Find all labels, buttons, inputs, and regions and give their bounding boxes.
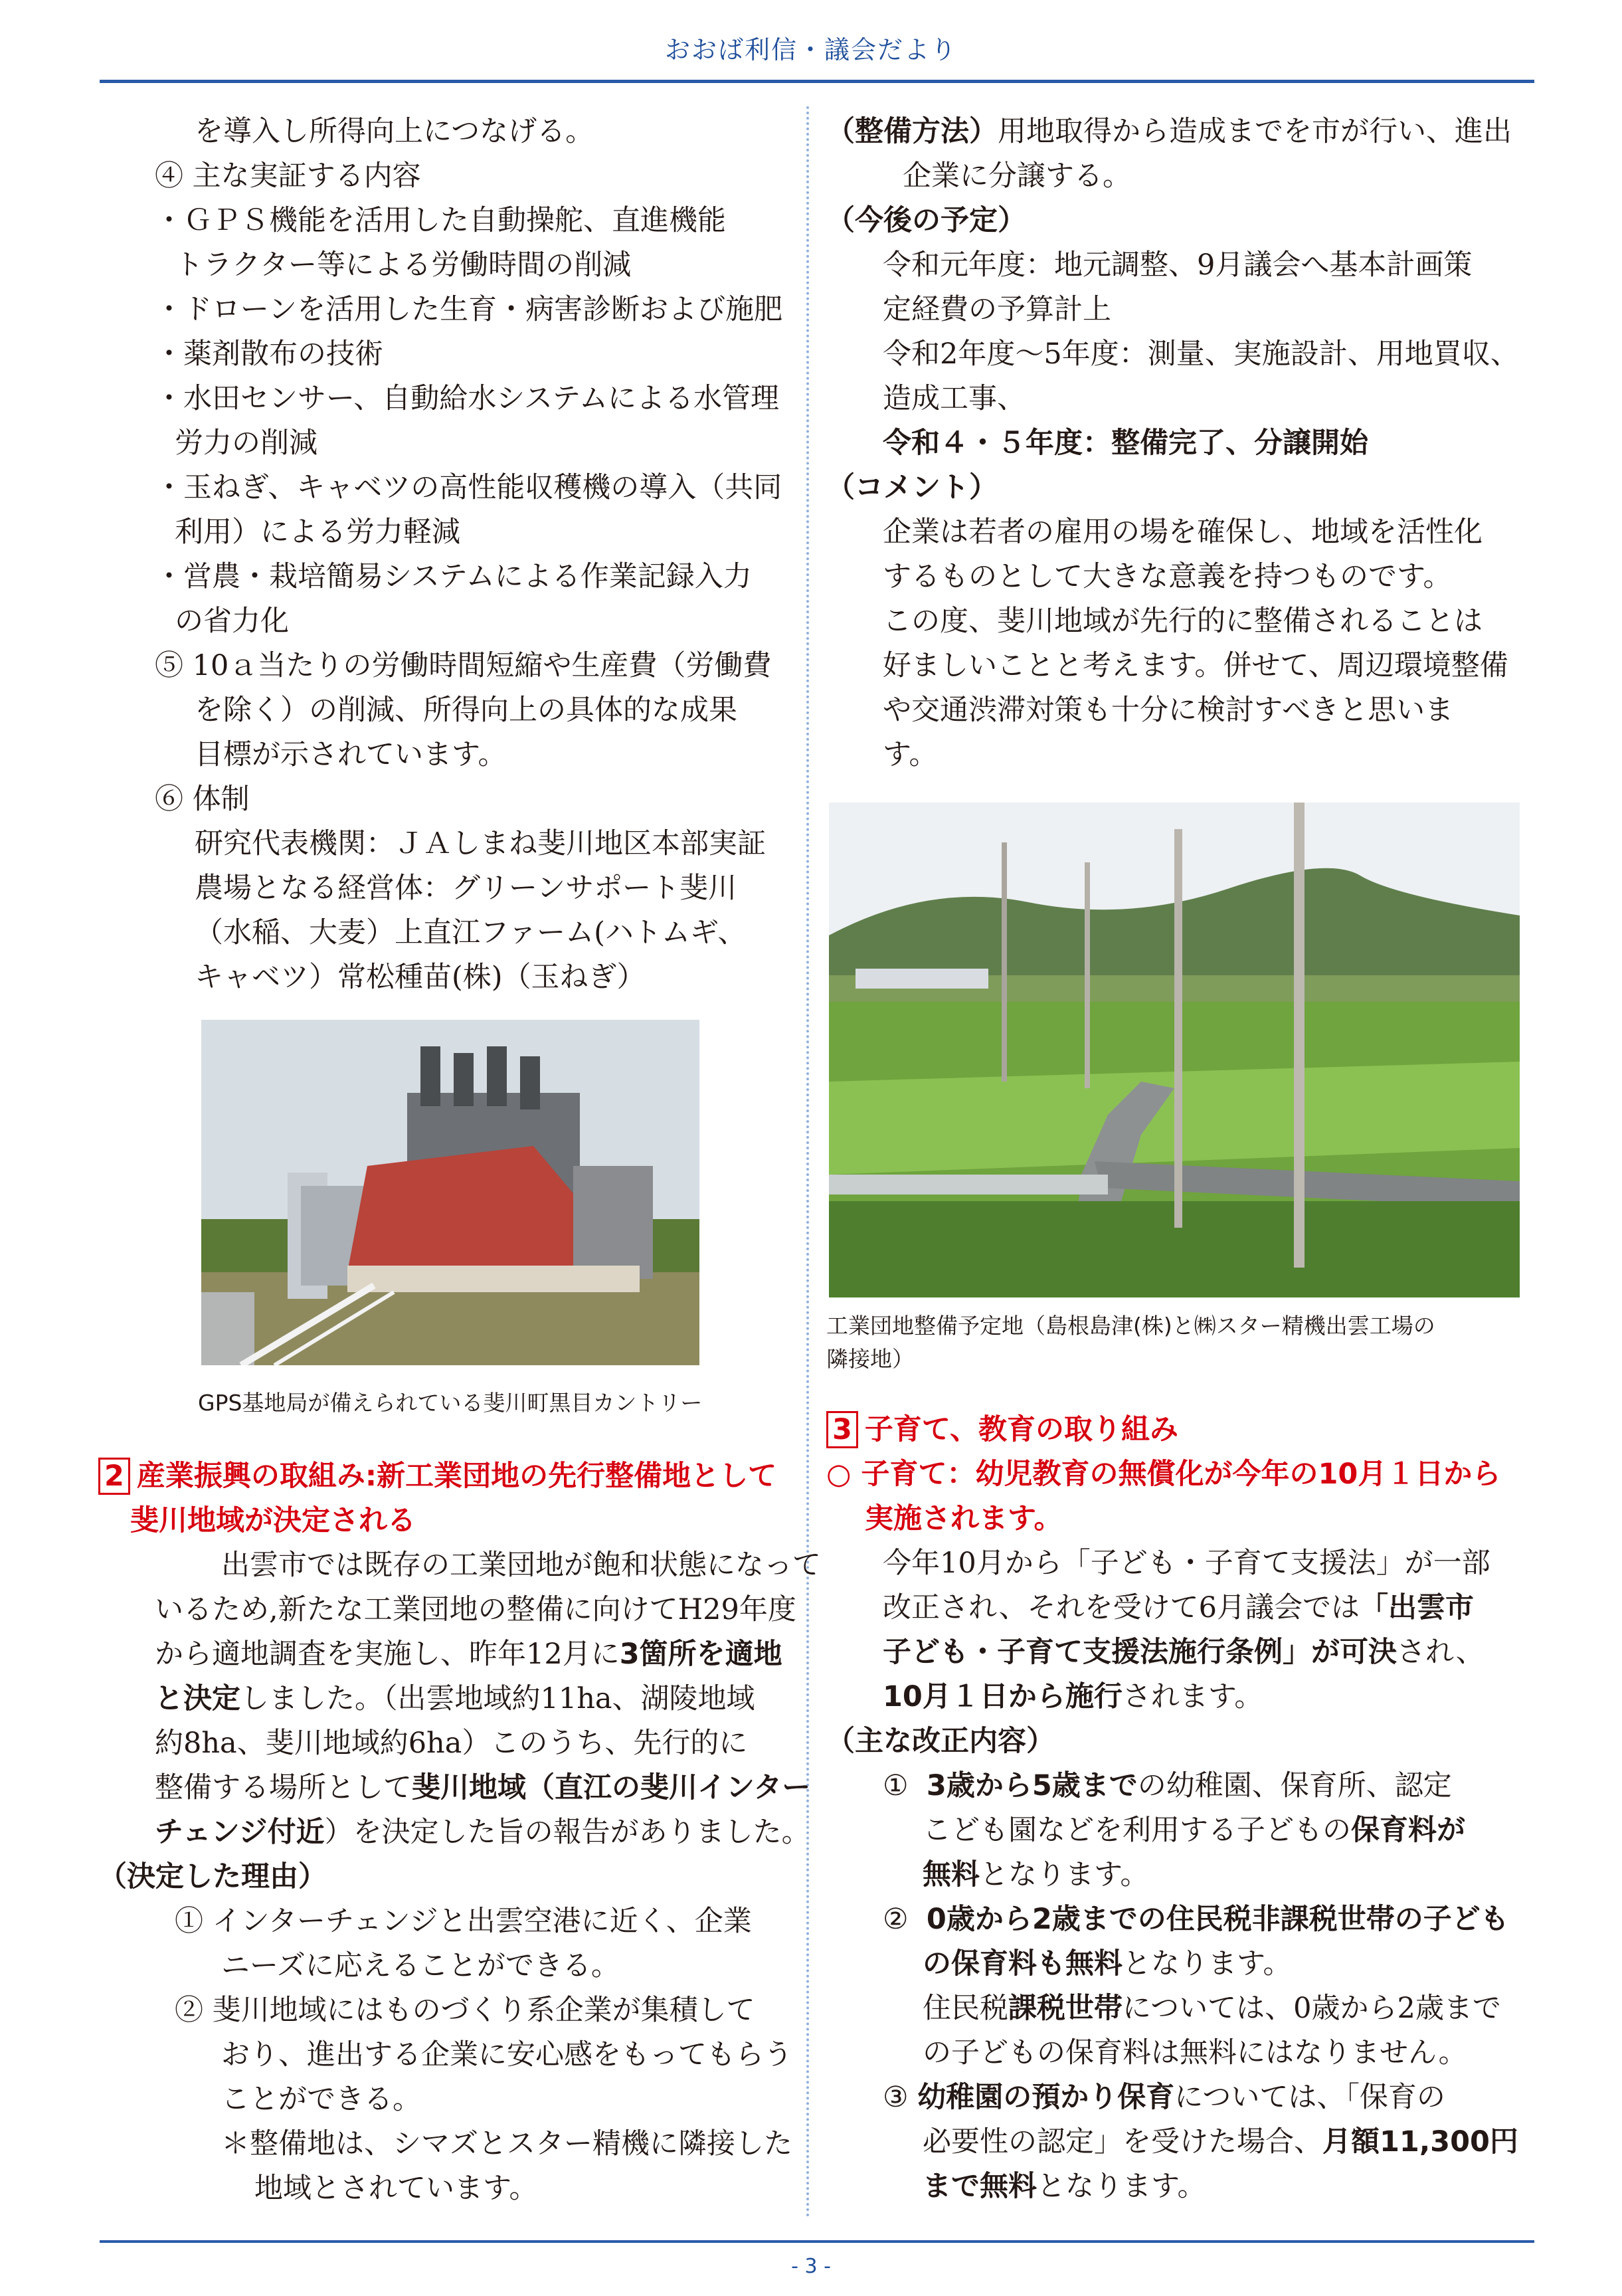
list-line: 農場となる経営体：グリーンサポート斐川 <box>195 872 737 905</box>
reason-line: おり、進出する企業に安心感をもってもらう <box>221 2038 792 2071</box>
list-line: トラクター等による労働時間の削減 <box>175 248 632 282</box>
emphasis: 0歳から2歳までの住民税非課税世帯の子ども <box>926 1903 1509 1936</box>
body-line: 整備する場所として斐川地域（直江の斐川インター <box>155 1771 811 1804</box>
body-line: 約8ha、斐川地域約6ha）このうち、先行的に <box>155 1727 748 1760</box>
emphasis: 斐川地域（直江の斐川インター <box>412 1771 811 1804</box>
emphasis: 「出雲市 <box>1359 1591 1474 1624</box>
section-number-badge: 3 <box>826 1411 858 1448</box>
reason-line: ことができる。 <box>221 2083 421 2116</box>
revision-line: の子どもの保育料は無料にはなりません。 <box>923 2036 1467 2069</box>
body-line: 子ども・子育て支援法施行条例」が可決され、 <box>883 1636 1485 1669</box>
comment-line: や交通渋滞対策も十分に検討すべきと思いま <box>883 694 1454 727</box>
list-line: 目標が示されています。 <box>195 738 507 771</box>
footer-rule <box>100 2240 1534 2243</box>
left-column <box>98 110 821 2211</box>
schedule-line: 令和４・５年度：整備完了、分譲開始 <box>883 427 1368 460</box>
emphasis: 幼稚園の預かり保育 <box>917 2081 1175 2114</box>
section-title-cont: 斐川地域が決定される <box>130 1504 416 1537</box>
list-line: を導入し所得向上につなげる。 <box>195 115 594 148</box>
revision-line: ② 0歳から2歳までの住民税非課税世帯の子ども <box>883 1903 1509 1936</box>
emphasis: まで無料 <box>923 2170 1037 2203</box>
list-line: ⑤ 10ａ当たりの労働時間短縮や生産費（労働費 <box>155 649 772 682</box>
list-line: 利用）による労力軽減 <box>175 516 460 549</box>
emphasis: 課税世帯 <box>1008 1992 1123 2025</box>
list-line: （水稲、大麦）上直江ファーム(ハトムギ、 <box>195 916 747 949</box>
comment-line: 企業は若者の雇用の場を確保し、地域を活性化 <box>883 516 1483 549</box>
body-line: から適地調査を実施し、昨年12月に3箇所を適地 <box>155 1638 782 1671</box>
section-2-heading <box>98 1454 796 1499</box>
schedule-line: 造成工事、 <box>883 382 1026 415</box>
list-line: 研究代表機関：ＪＡしまね斐川地区本部実証 <box>195 827 766 860</box>
schedule-line: 令和元年度：地元調整、9月議会へ基本計画策 <box>883 248 1473 282</box>
header-rule <box>100 80 1534 83</box>
emphasis: 3歳から5歳まで <box>926 1769 1138 1802</box>
list-line: ・ＧＰＳ機能を活用した自動操舵、直進機能 <box>155 204 726 237</box>
comment-line: するものとして大きな意義を持つものです。 <box>883 560 1452 593</box>
comment-line: 好ましいことと考えます。併せて、周辺環境整備 <box>883 649 1508 682</box>
body-line: 10月１日から施行されます。 <box>883 1680 1263 1713</box>
column-divider <box>806 106 809 2219</box>
emphasis: 10月１日から施行 <box>883 1680 1123 1713</box>
comment-line: この度、斐川地域が先行的に整備されることは <box>883 605 1483 638</box>
section-3-heading <box>826 1408 1524 1452</box>
list-line: ④ 主な実証する内容 <box>155 159 421 193</box>
emphasis: チェンジ付近 <box>155 1816 325 1849</box>
list-line: ・水田センサー、自動給水システムによる水管理 <box>155 382 779 415</box>
list-line: の省力化 <box>175 605 289 638</box>
section-title: 子育て、教育の取り組み <box>864 1413 1179 1446</box>
revision-line: ③ 幼稚園の預かり保育については、「保育の <box>883 2081 1445 2114</box>
list-line: ・ドローンを活用した生育・病害診断および施肥 <box>155 293 783 326</box>
emphasis: と決定 <box>155 1682 240 1715</box>
comment-heading: （コメント） <box>826 471 998 504</box>
revision-line: の保育料も無料となります。 <box>923 1947 1292 1980</box>
subsection-heading-cont: 実施されます。 <box>865 1502 1063 1535</box>
body-line: チェンジ付近）を決定した旨の報告がありました。 <box>155 1816 810 1849</box>
body-line: 出雲市では既存の工業団地が飽和状態になって <box>221 1549 821 1582</box>
list-line: ・玉ねぎ、キャベツの高性能収穫機の導入（共同 <box>155 471 782 504</box>
revision-line: 必要性の認定」を受けた場合、月額11,300円 <box>923 2125 1518 2158</box>
photo-caption: 工業団地整備予定地（島根島津(株)と㈱スター精機出雲工場の <box>826 1313 1435 1339</box>
revision-line: まで無料となります。 <box>923 2170 1206 2203</box>
schedule-heading: （今後の予定） <box>826 204 1026 237</box>
note-line: ＊整備地は、シマズとスター精機に隣接した <box>221 2127 792 2160</box>
reason-line: ① インターチェンジと出雲空港に近く、企業 <box>175 1905 752 1938</box>
list-line: ⑥ 体制 <box>155 783 250 816</box>
grain-elevator-photo <box>201 1020 699 1365</box>
reason-heading: （決定した理由） <box>98 1860 327 1893</box>
list-line: ・薬剤散布の技術 <box>155 337 383 371</box>
subsection-heading: ○ 子育て：幼児教育の無償化が今年の10月１日から <box>826 1458 1501 1491</box>
comment-line: す。 <box>883 738 938 771</box>
page-number: - 3 - <box>791 2255 831 2278</box>
body-line: と決定しました。（出雲地域約11ha、湖陵地域 <box>155 1682 755 1715</box>
list-line: を除く）の削減、所得向上の具体的な成果 <box>195 694 737 727</box>
emphasis: 無料 <box>923 1858 980 1891</box>
body-line: 改正され、それを受けて6月議会では「出雲市 <box>883 1591 1474 1624</box>
section-number-badge: 2 <box>98 1458 130 1495</box>
list-line: キャベツ）常松種苗(株)（玉ねぎ） <box>195 961 646 994</box>
revision-line: ① 3歳から5歳までの幼稚園、保育所、認定 <box>883 1769 1452 1802</box>
method-label: （整備方法） <box>826 115 998 148</box>
emphasis: 3箇所を適地 <box>619 1638 782 1671</box>
revision-line: こども園などを利用する子どもの保育料が <box>923 1814 1465 1847</box>
section-title: 産業振興の取組み:新工業団地の先行整備地として <box>136 1460 777 1493</box>
list-line: 労力の削減 <box>175 427 317 460</box>
emphasis: 子ども・子育て支援法施行条例」が可決 <box>883 1636 1397 1669</box>
body-line: 今年10月から「子ども・子育て支援法」が一部 <box>883 1547 1490 1580</box>
emphasis: の保育料も無料 <box>923 1947 1123 1980</box>
industrial-site-photo <box>829 803 1520 1297</box>
emphasis: 保育料が <box>1351 1814 1465 1847</box>
revision-line: 無料となります。 <box>923 1858 1149 1891</box>
reason-line: ニーズに応えることができる。 <box>221 1949 620 1982</box>
reason-line: ② 斐川地域にはものづくり系企業が集積して <box>175 1994 755 2027</box>
page-header-title: おおば利信・議会だより <box>664 35 957 64</box>
note-line: 地域とされています。 <box>254 2172 538 2205</box>
schedule-line: 令和2年度〜5年度：測量、実施設計、用地買収、 <box>883 337 1519 371</box>
revision-line: 住民税課税世帯については、0歳から2歳まで <box>923 1992 1501 2025</box>
schedule-line: 定経費の予算計上 <box>883 293 1111 326</box>
body-line: いるため,新たな工業団地の整備に向けてH29年度 <box>155 1593 796 1626</box>
photo-caption: 隣接地） <box>826 1346 914 1372</box>
right-column <box>826 110 1524 2209</box>
revision-heading: （主な改正内容） <box>826 1725 1055 1758</box>
method-line: （整備方法）用地取得から造成までを市が行い、進出 <box>826 115 1512 148</box>
photo-caption: GPS基地局が備えられている斐川町黒目カントリー <box>198 1390 703 1416</box>
method-line: 企業に分譲する。 <box>903 159 1131 193</box>
list-line: ・営農・栽培簡易システムによる作業記録入力 <box>155 560 752 593</box>
emphasis: 月額11,300円 <box>1322 2125 1518 2158</box>
